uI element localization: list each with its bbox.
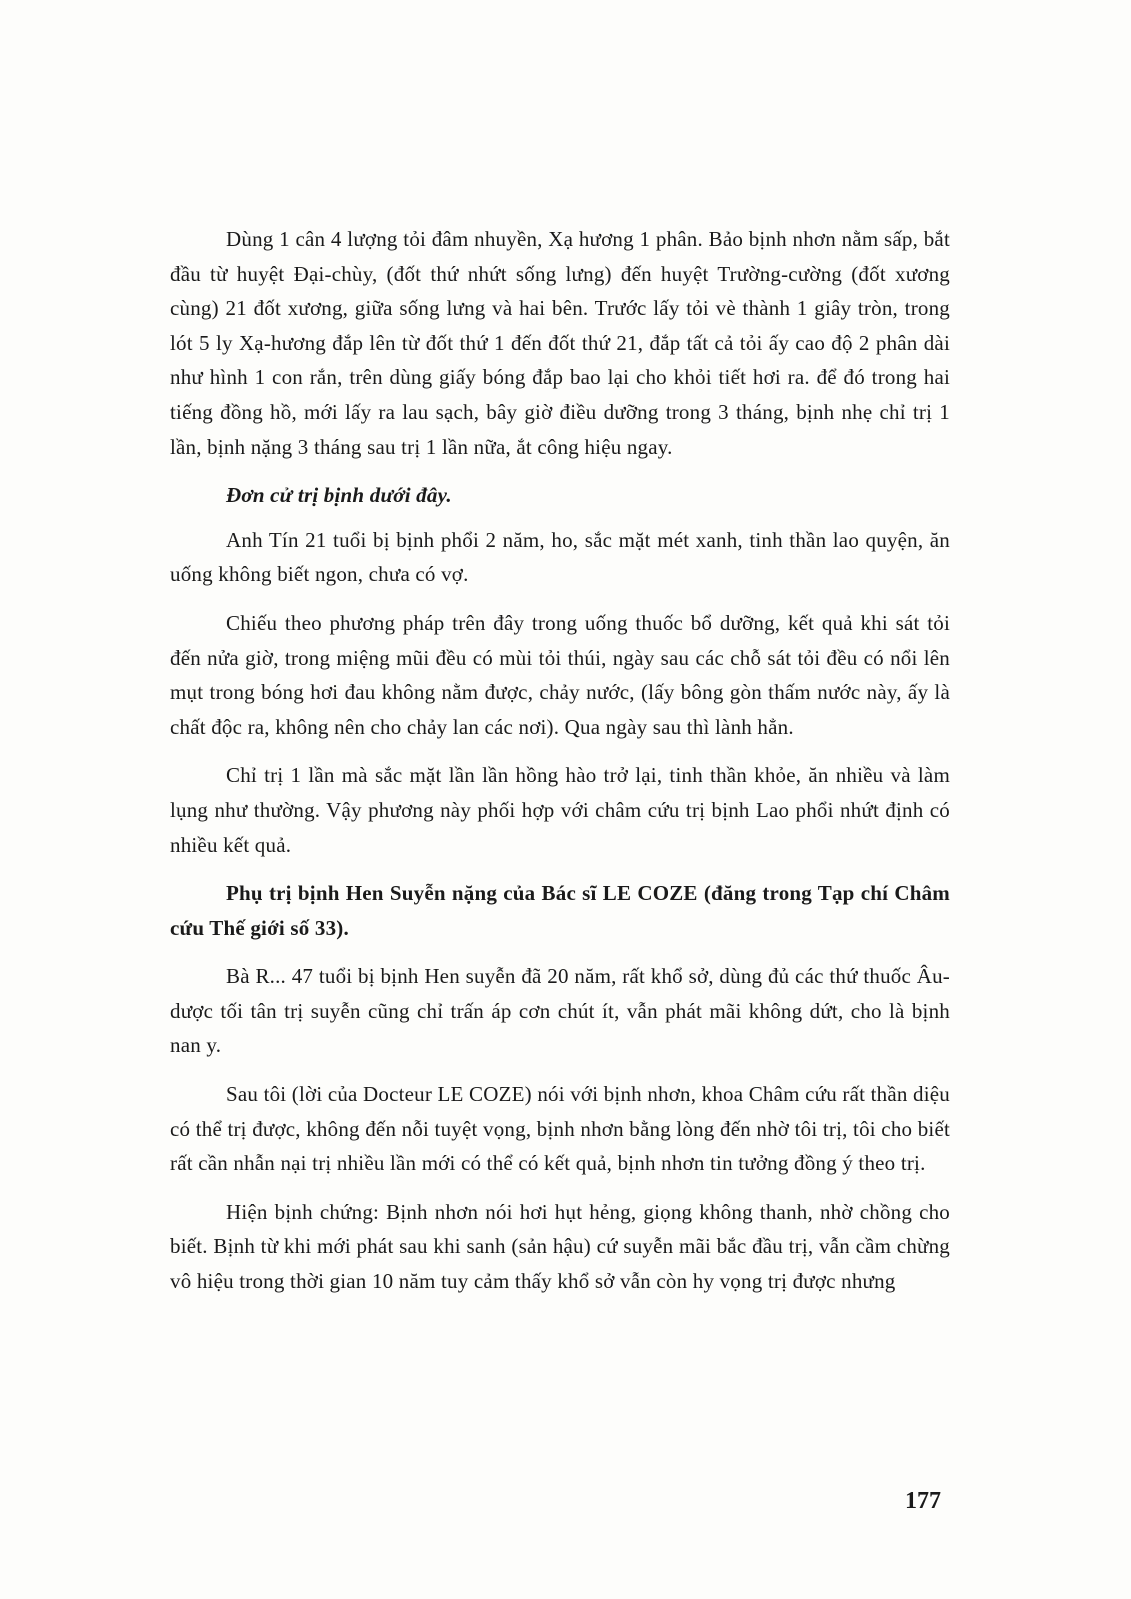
page-number: 177 xyxy=(905,1488,941,1514)
paragraph-case-patient: Anh Tín 21 tuổi bị bịnh phổi 2 năm, ho, sắc mặt mét xanh, tinh thần lao quyện, ăn uống không biết ngon, chưa có vợ. xyxy=(170,527,950,587)
paragraph-doctor-statement: Sau tôi (lời của Docteur LE COZE) nói với bịnh nhơn, khoa Châm cứu rất thần diệu có thể trị được, không đến nỗi tuyệt vọng, bịnh nhơn bằng lòng đến nhờ tôi trị, tôi cho biết rất cần nhẫn nại trị nhiều lần mới có thể có kết quả, bịnh nhơn tin tưởng đồng ý theo trị. xyxy=(170,1082,950,1176)
paragraph-symptoms: Hiện bịnh chứng: Bịnh nhơn nói hơi hụt hẻng, giọng không thanh, nhờ chồng cho biết. Bịnh từ khi mới phát sau khi sanh (sản hậu) cứ suyễn mãi bắc đầu trị, vẫn cầm chừng vô hiệu trong thời gian 10 năm tuy cảm thấy khổ sở vẫn còn hy vọng trị được nhưng xyxy=(170,1199,950,1294)
paragraph-treatment-method: Dùng 1 cân 4 lượng tỏi đâm nhuyền, Xạ hương 1 phân. Bảo bịnh nhơn nằm sấp, bắt đầu từ huyệt Đại-chùy, (đốt thứ nhứt sống lưng) đến huyệt Trường-cường (đốt xương cùng) 21 đốt xương, giữa sống lưng và hai bên. Trước lấy tỏi vè thành 1 giây tròn, trong lót 5 ly Xạ-hương đắp lên từ đốt thứ 1 đến đốt thứ 21, đắp tất cả tỏi ấy cao độ 2 phân dài như hình 1 con rắn, trên dùng giấy bóng đắp bao lại cho khỏi tiết hơi ra. để đó trong hai tiếng đồng hồ, mới lấy ra lau sạch, bây giờ điều dưỡng trong 3 tháng, bịnh nhẹ chỉ trị 1 lần, bịnh nặng 3 tháng sau trị 1 lần nữa, ắt công hiệu ngay. xyxy=(170,227,950,459)
paragraph-case-result: Chiếu theo phương pháp trên đây trong uống thuốc bổ dưỡng, kết quả khi sát tỏi đến nửa giờ, trong miệng mũi đều có mùi tỏi thúi, ngày sau các chỗ sát tỏi đều có nổi lên mụt trong bóng hơi đau không nằm được, chảy nước, (lấy bông gòn thấm nước này, ấy là chất độc ra, không nên cho chảy lan các nơi). Qua ngày sau thì lành hẳn. xyxy=(170,610,950,739)
paragraph-asthma-patient: Bà R... 47 tuổi bị bịnh Hen suyễn đã 20 năm, rất khổ sở, dùng đủ các thứ thuốc Âu-dược tối tân trị suyễn cũng chỉ trấn áp cơn chút ít, vẫn phát mãi không dứt, cho là bịnh nan y. xyxy=(170,964,950,1058)
section-heading-case-example: Đơn cử trị bịnh dưới đây. xyxy=(226,483,452,508)
paragraph-case-conclusion: Chỉ trị 1 lần mà sắc mặt lần lần hồng hào trở lại, tinh thần khỏe, ăn nhiều và làm lụng như thường. Vậy phương này phối hợp với châm cứu trị bịnh Lao phổi nhứt định có nhiều kết quả. xyxy=(170,763,950,857)
document-body xyxy=(170,222,950,1313)
section-heading-asthma: Phụ trị bịnh Hen Suyễn nặng của Bác sĩ LE COZE (đăng trong Tạp chí Châm cứu Thế giới số 33). xyxy=(170,881,950,940)
